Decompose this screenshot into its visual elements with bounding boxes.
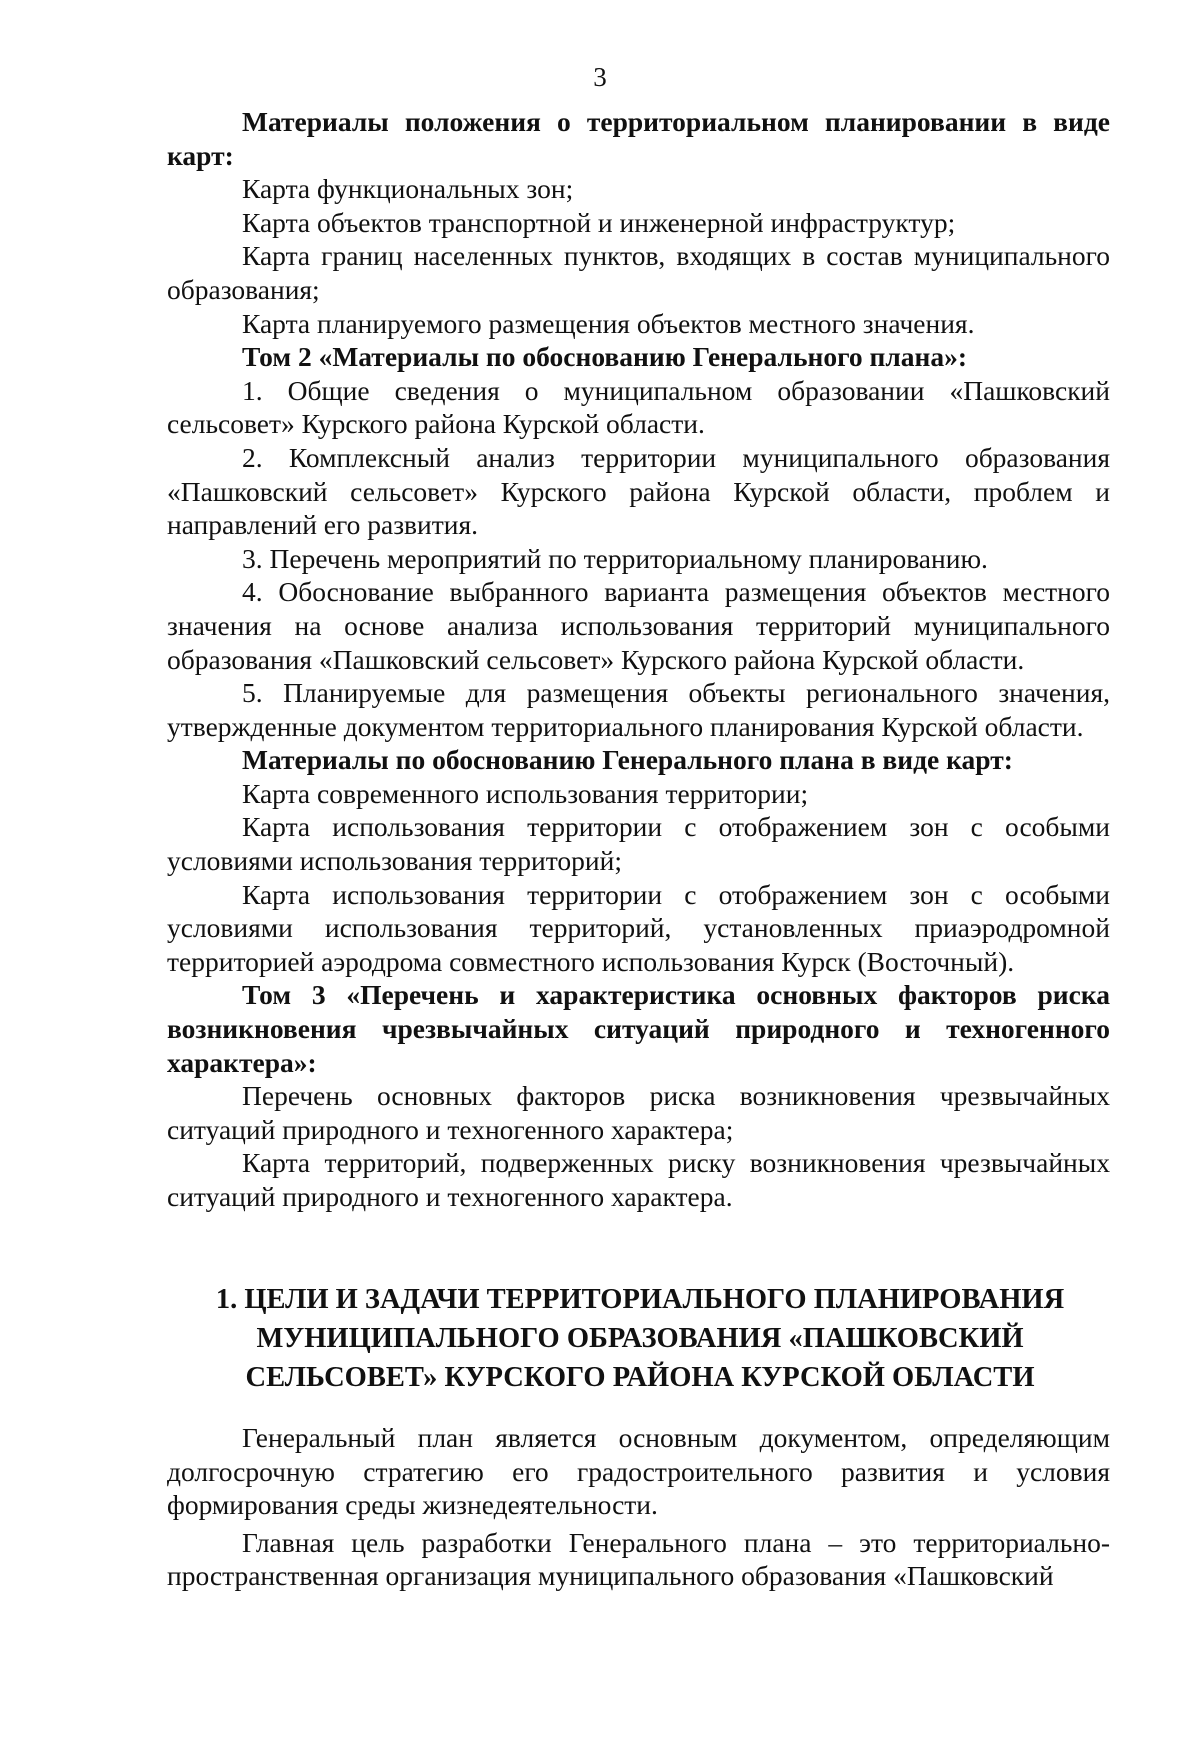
- paragraph-list-item-2: 2. Комплексный анализ территории муниципального образования «Пашковский сельсовет» Курского района Курской области, проблем и направлений его развития.: [167, 441, 1110, 541]
- paragraph-list-item-5: 5. Планируемые для размещения объекты регионального значения, утвержденные документом территориального планирования Курской области.: [167, 677, 1110, 742]
- paragraph-list-item-1: 1. Общие сведения о муниципальном образовании «Пашковский сельсовет» Курского района Курской области.: [167, 374, 1110, 440]
- paragraph-item: Карта планируемого размещения объектов местного значения.: [242, 307, 975, 339]
- paragraph-maps-materials-heading: Материалы положения о территориальном планировании в виде карт:: [167, 106, 1110, 171]
- paragraph-item: Карта использования территории с отображением зон с особыми условиями использования территорий;: [167, 811, 1110, 877]
- section-paragraph: Главная цель разработки Генерального плана – это территориально-пространственная организация муниципального образования «Пашковский: [167, 1526, 1110, 1592]
- paragraph-volume-2-heading: Том 2 «Материалы по обоснованию Генерального плана»:: [242, 341, 968, 373]
- paragraph-item: Карта границ населенных пунктов, входящих в состав муниципального образования;: [167, 240, 1110, 305]
- paragraph-item: Карта использования территории с отображением зон с особыми условиями использования территорий, установленных приаэродромной территорией аэродрома совместного использования Курск (Восточный).: [167, 878, 1110, 977]
- section-paragraph: Генеральный план является основным документом, определяющим долгосрочную стратегию его градостроительного развития и условия формирования среды жизнедеятельности.: [167, 1422, 1110, 1521]
- paragraph-item: Карта современного использования территории;: [242, 777, 809, 809]
- section-heading-line: СЕЛЬСОВЕТ» КУРСКОГО РАЙОНА КУРСКОЙ ОБЛАСТИ: [245, 1362, 1035, 1393]
- paragraph-list-item-4: 4. Обоснование выбранного варианта размещения объектов местного значения на основе анализа использования территорий муниципального образования «Пашковский сельсовет» Курского района Курской области.: [167, 576, 1110, 675]
- paragraph-item: Перечень основных факторов риска возникновения чрезвычайных ситуаций природного и техногенного характера;: [167, 1080, 1110, 1145]
- paragraph-item: Карта объектов транспортной и инженерной инфраструктур;: [242, 206, 956, 238]
- paragraph-justification-maps-heading: Материалы по обоснованию Генерального плана в виде карт:: [242, 744, 1013, 776]
- section-heading: [160, 1280, 1120, 1397]
- section-heading-line: 1. ЦЕЛИ И ЗАДАЧИ ТЕРРИТОРИАЛЬНОГО ПЛАНИРОВАНИЯ: [215, 1284, 1065, 1315]
- document-body: [167, 105, 1110, 1214]
- section-body: [167, 1421, 1110, 1593]
- page-number: 3: [593, 62, 607, 92]
- paragraph-volume-3-heading: Том 3 «Перечень и характеристика основных факторов риска возникновения чрезвычайных ситуаций природного и техногенного характера»:: [167, 979, 1110, 1078]
- paragraph-list-item-3: 3. Перечень мероприятий по территориальному планированию.: [242, 542, 988, 574]
- paragraph-item: Карта территорий, подверженных риску возникновения чрезвычайных ситуаций природного и техногенного характера.: [167, 1147, 1110, 1212]
- section-heading-line: МУНИЦИПАЛЬНОГО ОБРАЗОВАНИЯ «ПАШКОВСКИЙ: [256, 1323, 1024, 1354]
- paragraph-item: Карта функциональных зон;: [242, 173, 574, 205]
